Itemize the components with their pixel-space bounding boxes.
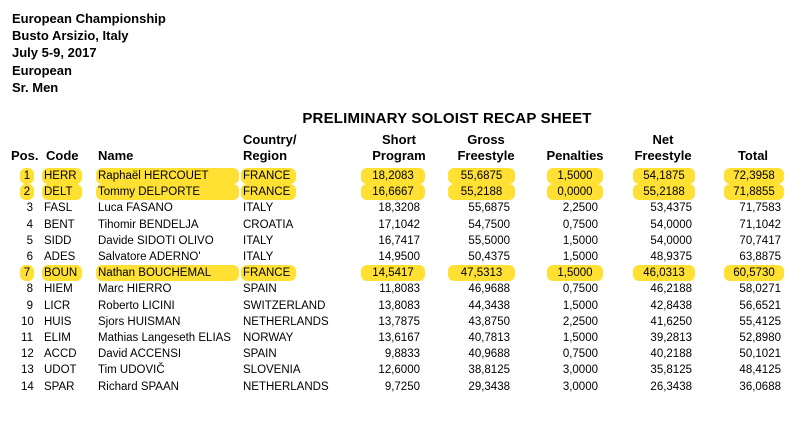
cell-penalties: 2,2500 (562, 202, 598, 215)
cell-pos: 1 (20, 168, 34, 184)
cell-net: 54,1875 (633, 168, 695, 184)
event-header (12, 10, 166, 96)
cell-code: SIDD (44, 234, 72, 247)
cell-pos: 13 (21, 364, 34, 377)
cell-code: LICR (44, 299, 71, 312)
table-row (0, 362, 804, 378)
cell-penalties: 2,2500 (562, 315, 598, 328)
cell-country: ITALY (243, 202, 274, 215)
cell-net: 26,3438 (650, 380, 692, 393)
event-location: Busto Arsizio, Italy (12, 28, 129, 44)
col-country-line2: Region (243, 148, 288, 163)
cell-gross: 29,3438 (468, 380, 510, 393)
cell-total: 60,5730 (724, 265, 784, 281)
cell-code: ELIM (44, 332, 71, 344)
cell-pos: 2 (20, 184, 34, 200)
cell-gross: 43,8750 (468, 315, 510, 328)
document-title-text: PRELIMINARY SOLOIST RECAP SHEET (302, 110, 592, 127)
cell-gross: 40,7813 (468, 332, 510, 344)
cell-net: 41,6250 (650, 315, 692, 328)
table-row (0, 184, 804, 200)
col-country (243, 132, 296, 164)
cell-pos: 5 (26, 234, 33, 247)
cell-net: 46,2188 (650, 283, 692, 296)
cell-total: 71,7583 (739, 202, 781, 215)
cell-country: SWITZERLAND (243, 299, 326, 312)
col-penalties: Penalties (546, 148, 604, 163)
cell-gross: 40,9688 (468, 348, 510, 361)
cell-short: 14,5417 (361, 265, 425, 281)
cell-name: Mathias Langeseth ELIAS (98, 332, 231, 344)
cell-pos: 3 (26, 202, 33, 215)
cell-country: FRANCE (241, 184, 296, 200)
cell-gross: 38,8125 (468, 364, 510, 377)
col-total: Total (737, 148, 769, 163)
table-row (0, 298, 804, 314)
cell-net: 35,8125 (650, 364, 692, 377)
col-country-line1: Country/ (243, 132, 297, 147)
cell-net: 48,9375 (650, 251, 692, 263)
cell-total: 58,0271 (739, 283, 781, 296)
cell-total: 55,4125 (739, 315, 781, 328)
cell-gross: 55,2188 (448, 184, 515, 200)
cell-short: 17,1042 (378, 218, 420, 231)
cell-code: HIEM (44, 283, 73, 296)
cell-net: 54,0000 (650, 234, 692, 247)
cell-name: Richard SPAAN (98, 380, 179, 393)
cell-total: 71,1042 (739, 218, 781, 231)
cell-pos: 12 (21, 348, 34, 361)
cell-penalties: 3,0000 (562, 364, 598, 377)
cell-country: SPAIN (243, 283, 277, 296)
table-row (0, 265, 804, 281)
cell-penalties: 0,7500 (562, 283, 598, 296)
cell-gross: 47,5313 (448, 265, 515, 281)
table-row (0, 249, 804, 265)
cell-pos: 4 (26, 218, 33, 231)
cell-penalties: 1,5000 (562, 234, 598, 247)
cell-total: 36,0688 (739, 380, 781, 393)
cell-pos: 10 (21, 315, 34, 328)
table-row (0, 200, 804, 216)
cell-country: FRANCE (241, 265, 296, 281)
cell-pos: 6 (26, 251, 33, 263)
cell-short: 11,8083 (379, 283, 420, 296)
cell-short: 18,2083 (361, 168, 425, 184)
col-gross (446, 132, 526, 164)
table-row (0, 330, 804, 346)
cell-penalties: 1,5000 (547, 265, 603, 281)
col-gross-line2: Freestyle (457, 148, 515, 163)
cell-name: Tihomir BENDELJA (98, 218, 199, 231)
cell-gross: 50,4375 (468, 251, 510, 263)
col-net-line2: Freestyle (634, 148, 692, 163)
cell-gross: 54,7500 (468, 218, 510, 231)
col-short-line2: Program (372, 148, 426, 163)
cell-short: 13,8083 (378, 299, 420, 312)
cell-total: 50,1021 (739, 348, 781, 361)
cell-net: 53,4375 (650, 202, 692, 215)
cell-name: Tommy DELPORTE (96, 184, 239, 200)
cell-code: ADES (44, 251, 76, 263)
col-short (360, 132, 438, 164)
cell-gross: 44,3438 (468, 299, 510, 312)
table-row (0, 233, 804, 249)
cell-total: 70,7417 (739, 234, 781, 247)
cell-country: ITALY (243, 251, 274, 263)
cell-net: 40,2188 (650, 348, 692, 361)
cell-country: SPAIN (243, 348, 277, 361)
cell-short: 13,7875 (378, 315, 420, 328)
cell-short: 16,7417 (378, 234, 420, 247)
col-gross-line1: Gross (467, 132, 505, 147)
cell-short: 13,6167 (378, 332, 420, 344)
cell-code: BENT (44, 218, 75, 231)
col-name: Name (98, 148, 134, 163)
cell-gross: 55,6875 (468, 202, 510, 215)
cell-total: 56,6521 (739, 299, 781, 312)
cell-name: Tim UDOVIČ (98, 364, 165, 377)
cell-code: SPAR (44, 380, 75, 393)
cell-short: 9,8833 (384, 348, 420, 361)
cell-total: 48,4125 (739, 364, 781, 377)
cell-net: 42,8438 (650, 299, 692, 312)
document-title (0, 110, 804, 127)
cell-name: Luca FASANO (98, 202, 173, 215)
cell-total: 71,8855 (724, 184, 784, 200)
table-row (0, 281, 804, 297)
cell-code: BOUN (42, 265, 82, 281)
col-short-line1: Short (382, 132, 416, 147)
cell-gross: 55,5000 (468, 234, 510, 247)
cell-pos: 7 (20, 265, 34, 281)
cell-name: Salvatore ADERNO' (98, 251, 201, 263)
cell-pos: 8 (26, 283, 33, 296)
cell-name: Raphaël HERCOUET (96, 168, 239, 184)
cell-country: ITALY (243, 234, 274, 247)
col-net-line1: Net (652, 132, 674, 147)
cell-gross: 46,9688 (468, 283, 510, 296)
cell-country: CROATIA (243, 218, 294, 231)
table-row (0, 314, 804, 330)
cell-penalties: 1,5000 (547, 168, 603, 184)
table-row (0, 217, 804, 233)
cell-short: 9,7250 (384, 380, 420, 393)
cell-name: Roberto LICINI (98, 299, 175, 312)
cell-name: Sjors HUISMAN (98, 315, 181, 328)
cell-net: 54,0000 (650, 218, 692, 231)
cell-penalties: 1,5000 (562, 299, 598, 312)
cell-code: HERR (42, 168, 82, 184)
cell-total: 63,8875 (739, 251, 781, 263)
cell-name: David ACCENSI (98, 348, 182, 361)
cell-net: 46,0313 (633, 265, 695, 281)
cell-name: Nathan BOUCHEMAL (96, 265, 239, 281)
col-pos: Pos. (11, 148, 39, 163)
cell-total: 52,8980 (739, 332, 781, 344)
cell-penalties: 0,7500 (562, 218, 598, 231)
cell-country: SLOVENIA (243, 364, 301, 377)
table-row (0, 168, 804, 184)
table-row (0, 346, 804, 362)
event-level: European (12, 62, 72, 78)
cell-country: NORWAY (243, 332, 294, 344)
cell-name: Marc HIERRO (98, 283, 172, 296)
event-dates: July 5-9, 2017 (12, 45, 97, 61)
cell-code: UDOT (44, 364, 77, 377)
cell-short: 14,9500 (378, 251, 420, 263)
cell-penalties: 3,0000 (562, 380, 598, 393)
cell-penalties: 1,5000 (562, 332, 598, 344)
cell-penalties: 0,7500 (562, 348, 598, 361)
cell-penalties: 1,5000 (562, 251, 598, 263)
cell-code: HUIS (44, 315, 72, 328)
cell-country: NETHERLANDS (243, 315, 329, 328)
cell-short: 16,6667 (361, 184, 425, 200)
cell-short: 18,3208 (378, 202, 420, 215)
cell-country: NETHERLANDS (243, 380, 329, 393)
cell-pos: 14 (21, 380, 34, 393)
cell-net: 55,2188 (633, 184, 695, 200)
col-net (624, 132, 702, 164)
cell-total: 72,3958 (724, 168, 784, 184)
cell-pos: 9 (26, 299, 33, 312)
cell-code: ACCD (44, 348, 77, 361)
cell-code: DELT (42, 184, 82, 200)
cell-name: Davide SIDOTI OLIVO (98, 234, 214, 247)
cell-net: 39,2813 (650, 332, 692, 344)
cell-country: FRANCE (241, 168, 296, 184)
cell-gross: 55,6875 (448, 168, 515, 184)
cell-pos: 11 (21, 332, 33, 344)
event-category: Sr. Men (12, 79, 59, 95)
event-name: European Championship (12, 11, 166, 26)
cell-short: 12,6000 (378, 364, 420, 377)
cell-code: FASL (44, 202, 73, 215)
cell-penalties: 0,0000 (547, 184, 603, 200)
col-code: Code (46, 148, 79, 163)
table-row (0, 379, 804, 395)
